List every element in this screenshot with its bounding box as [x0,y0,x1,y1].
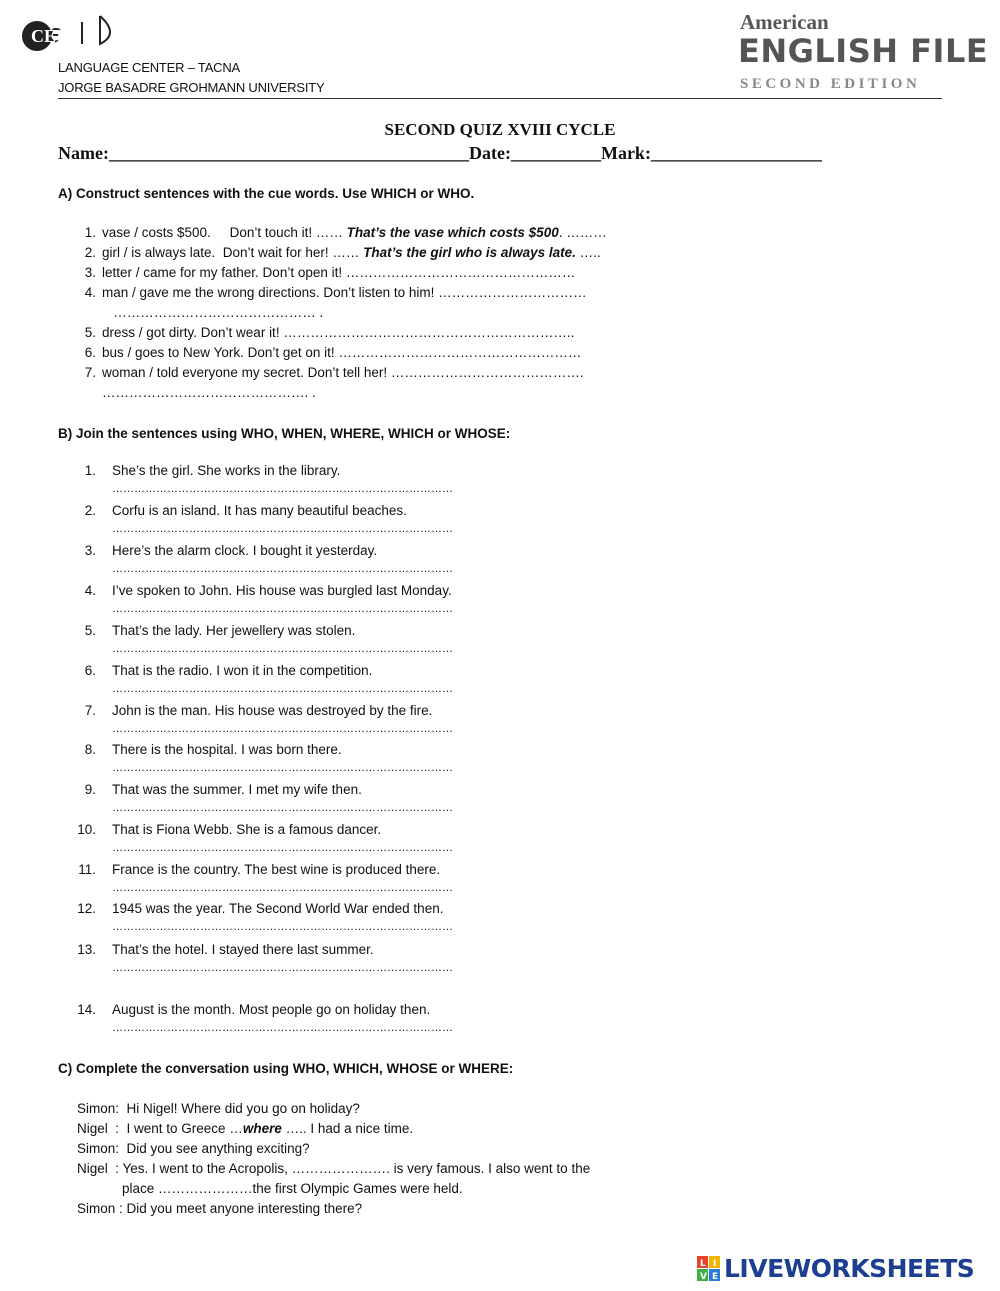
answer-line[interactable]: ………………………………………………………………………………… [112,882,453,894]
ceid-logo [20,10,135,60]
item-number: 1. [84,463,96,478]
item-number: 3. [84,265,96,280]
section-b-item [74,782,362,797]
icon-letter-e: E [712,1272,719,1282]
item-number: 4. [84,285,96,300]
item-cue-text: letter / came for my father. Don’t open it! …………………………………………… [102,265,576,280]
answer-line[interactable]: ………………………………………………………………………………… [112,563,453,575]
item-sentences: Here’s the alarm clock. I bought it yesterday. [112,543,378,558]
item-number: 2. [84,245,96,260]
item-cue-text: girl / is always late. Don’t wait for her! …… [102,245,364,260]
item-number: 8. [84,742,96,757]
item-number: 5. [84,325,96,340]
conversation-line [77,1141,310,1156]
brand-second-edition: SECOND EDITION [740,76,921,92]
conversation-line [77,1101,360,1116]
item-number: 3. [84,543,96,558]
item-sentences: France is the country. The best wine is produced there. [112,862,441,877]
item-number: 10. [77,822,96,837]
header-divider [58,98,942,99]
section-a-item [74,365,584,380]
section-a-item [74,325,574,340]
name-date-mark-line: Name:________________________________________Date:__________Mark:___________________ [58,143,822,163]
answer-line[interactable]: ………………………………………………………………………………… [112,1022,453,1034]
conversation-text: place …………………the first Olympic Games were held. [77,1181,463,1196]
answer-line[interactable]: ………………………………………………………………………………… [112,802,453,814]
section-b-item [74,663,372,678]
answer-line[interactable]: ………………………………………………………………………………… [112,603,453,615]
section-b-item [74,942,374,957]
item-answer: That’s the girl who is always late. [363,245,576,260]
item-cue-text: dress / got dirty. Don’t wear it! ……………………………………………………….. [102,325,575,340]
brand-american: American [740,10,829,34]
item-number: 4. [84,583,96,598]
answer-line[interactable]: ………………………………………………………………………………… [112,643,453,655]
conversation-text-after: ….. I had a nice time. [281,1121,414,1136]
item-sentences: 1945 was the year. The Second World War ended then. [112,901,444,916]
section-a-item [74,245,601,260]
section-b-item [74,862,440,877]
conversation-text: Simon: Did you see anything exciting? [77,1141,310,1156]
item-cue-text: man / gave me the wrong directions. Don’t listen to him! …………………………… [102,285,587,300]
answer-line[interactable]: ………………………………………………………………………………… [112,683,453,695]
conversation-line [77,1121,413,1136]
item-number: 6. [84,663,96,678]
institution-line-2: JORGE BASADRE GROHMANN UNIVERSITY [58,80,325,95]
item-cue-text: vase / costs $500. Don’t touch it! …… [102,225,347,240]
icon-letter-l: L [700,1259,706,1269]
section-a-item [74,385,316,400]
item-number: 14. [77,1002,96,1017]
ceid-logo-letter: CEID [31,26,77,46]
item-number: 6. [84,345,96,360]
answer-line[interactable]: ………………………………………………………………………………… [112,921,453,933]
section-a-item [74,305,323,320]
liveworksheets-icon [697,1256,721,1282]
item-sentences: There is the hospital. I was born there. [112,742,342,757]
answer-line[interactable]: ………………………………………………………………………………… [112,723,453,735]
item-number: 5. [84,623,96,638]
item-number: 13. [77,942,96,957]
item-trailing-dots: . ……… [558,225,607,240]
conversation-text: Nigel : Yes. I went to the Acropolis, …………………. is very famous. I also went to the [77,1161,591,1176]
section-b-item [74,822,381,837]
brand-english-file: ENGLISH FILE [738,32,989,70]
icon-letter-i: I [713,1259,717,1269]
quiz-title: SECOND QUIZ XVIII CYCLE [384,120,616,139]
item-number: 11. [78,862,96,877]
liveworksheets-wordmark: LIVEWORKSHEETS [724,1254,975,1283]
item-answer: That’s the vase which costs $500 [346,225,559,240]
section-c-heading: C) Complete the conversation using WHO, WHICH, WHOSE or WHERE: [58,1061,514,1076]
item-sentences: That’s the lady. Her jewellery was stolen. [112,623,356,638]
section-b-item [74,901,443,916]
item-number: 7. [84,365,96,380]
section-b-item [74,1002,430,1017]
conversation-line [77,1181,463,1196]
section-b-heading: B) Join the sentences using WHO, WHEN, WHERE, WHICH or WHOSE: [58,426,511,441]
section-a-item [74,265,575,280]
section-b-item [74,742,342,757]
institution-line-1: LANGUAGE CENTER – TACNA [58,60,241,75]
answer-line[interactable]: ………………………………………………………………………………… [112,523,453,535]
conversation-text: Simon : Did you meet anyone interesting there? [77,1201,363,1216]
item-cue-text: ………………………………………. . [102,385,316,400]
conversation-line [77,1161,590,1176]
item-sentences: That was the summer. I met my wife then. [112,782,362,797]
conversation-text: Nigel : I went to Greece … [77,1121,243,1136]
section-a-heading: A) Construct sentences with the cue words. Use WHICH or WHO. [58,186,475,201]
item-sentences: That’s the hotel. I stayed there last summer. [112,942,374,957]
answer-line[interactable]: ………………………………………………………………………………… [112,762,453,774]
conversation-line [77,1201,362,1216]
section-b-item [74,503,407,518]
item-cue-text: bus / goes to New York. Don’t get on it! ……………………………………………… [102,345,582,360]
item-sentences: I’ve spoken to John. His house was burgled last Monday. [112,583,452,598]
section-b-item [74,463,340,478]
item-number: 9. [84,782,96,797]
item-sentences: August is the month. Most people go on holiday then. [112,1002,431,1017]
item-number: 1. [84,225,96,240]
answer-line[interactable]: ………………………………………………………………………………… [112,842,453,854]
conversation-text: Simon: Hi Nigel! Where did you go on holiday? [77,1101,360,1116]
item-trailing-dots: ….. [575,245,601,260]
section-b-item [74,623,355,638]
section-a-item [74,225,607,240]
item-sentences: That is Fiona Webb. She is a famous dancer. [112,822,382,837]
item-sentences: John is the man. His house was destroyed by the fire. [112,703,433,718]
section-b-item [74,583,452,598]
item-number: 12. [77,901,96,916]
conversation-answer: where [242,1121,282,1136]
item-cue-text: woman / told everyone my secret. Don’t tell her! ……………………………………. [102,365,584,380]
answer-line[interactable]: ………………………………………………………………………………… [112,483,453,495]
section-a-item [74,345,581,360]
section-b-item [74,543,377,558]
answer-line[interactable]: ………………………………………………………………………………… [112,962,453,974]
icon-letter-v: V [700,1272,707,1282]
item-number: 7. [84,703,96,718]
item-sentences: Corfu is an island. It has many beautiful beaches. [112,503,407,518]
item-number: 2. [84,503,96,518]
section-b-item [74,703,432,718]
section-a-item [74,285,587,300]
item-cue-text: ……………………………………… . [102,305,324,320]
item-sentences: She’s the girl. She works in the library. [112,463,341,478]
item-sentences: That is the radio. I won it in the competition. [112,663,373,678]
